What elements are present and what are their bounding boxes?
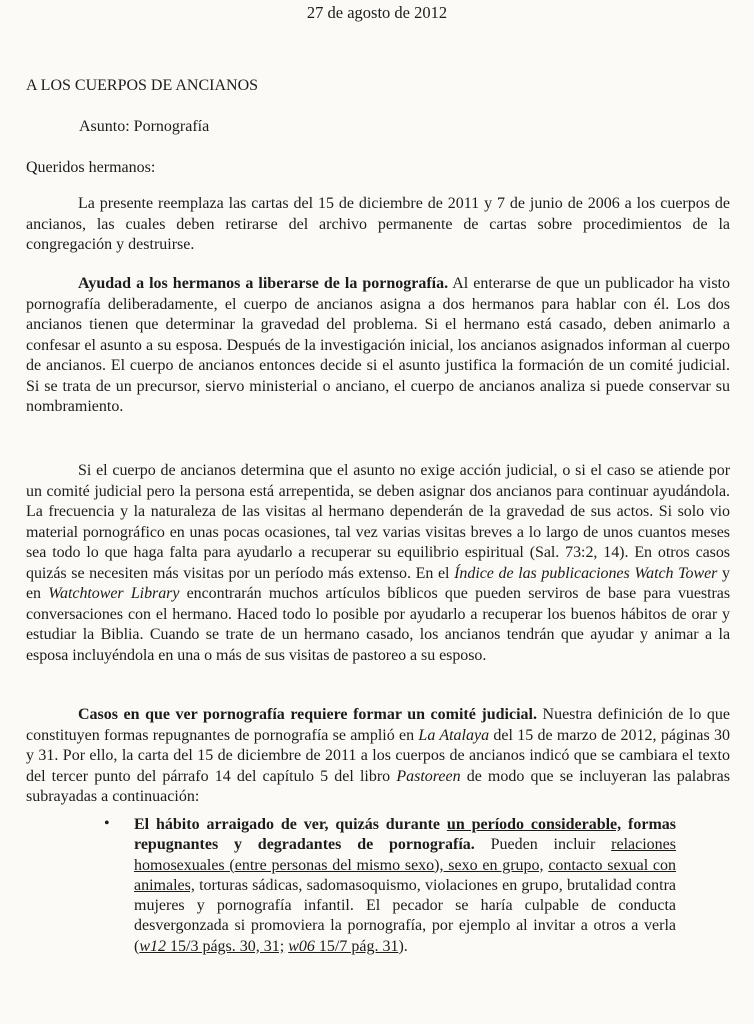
bullet-bold-a: El hábito arraigado de ver, quizás durante (134, 816, 447, 833)
reference-1-pub: w12 (139, 937, 166, 955)
bullet-underlined-1: relaciones homosexuales (entre personas del mismo sexo), sexo en grupo, (134, 836, 676, 874)
reference-2 (288, 938, 398, 955)
bullet-bold-b: formas repugnantes y degradantes de pornografía. (134, 816, 677, 854)
reference-1 (139, 938, 284, 955)
bullet-text-a: Pueden incluir (474, 836, 612, 854)
paragraph-followup (26, 461, 730, 666)
letter-date: 27 de agosto de 2012 (306, 3, 448, 22)
paragraph-followup-text-b: y en (26, 564, 730, 602)
reference-1-detail: 15/3 págs. 30, 31; (166, 937, 285, 955)
reference-2-detail: 15/7 pág. 31 (314, 937, 399, 955)
letter-greeting: Queridos hermanos: (26, 159, 156, 176)
letter-subject: Asunto: Pornografía (79, 118, 210, 135)
paragraph-intro (26, 194, 730, 256)
watchtower-library-title: Watchtower Library (48, 585, 180, 602)
bullet-marker: • (104, 815, 110, 832)
paragraph-judicial (26, 705, 730, 808)
paragraph-help (26, 274, 730, 418)
paragraph-judicial-heading: Casos en que ver pornografía requiere formar un comité judicial. (78, 706, 537, 723)
paragraph-judicial-text-b: del 15 de marzo de 2012, páginas 30 y 31. Por ello, la carta del 15 de diciembre de 2011 a los cuerpos de ancianos indicó que se cambiara el texto del tercer punto del párrafo 14 del capítulo 5 del libro (26, 726, 731, 785)
bullet-text-end: ). (398, 937, 408, 955)
bullet-underlined-2: contacto sexual con animales, (134, 856, 677, 894)
pastoreen-title: Pastoreen (396, 767, 461, 785)
publication-index-title: Índice de las publicaciones Watch Tower (454, 564, 718, 582)
paragraph-followup-text-a: Si el cuerpo de ancianos determina que el asunto no exige acción judicial, o si el caso se atiende por un comité judicial pero la persona está arrepentida, se deben asignar dos ancianos para continuar ayudándola. La frecuencia y la naturaleza de las visitas al hermano dependerán de la gravedad de sus actos. Si solo vio material pornográfico en unas pocas ocasiones, tal vez varias visitas breves a lo largo de unos cuantos meses sea todo lo que haga falta para ayudarlo a recuperar su equilibrio espiritual (Sal. 73:2, 14). En otros casos quizás se necesiten más visitas por un período más extenso. En el (26, 462, 730, 582)
paragraph-intro-text: La presente reemplaza las cartas del 15 de diciembre de 2011 y 7 de junio de 2006 a los cuerpos de ancianos, las cuales deben retirarse del archivo permanente de cartas sobre procedimientos de la congregación y destruirse. (26, 195, 730, 253)
paragraph-judicial-text-a: Nuestra definición de lo que constituyen formas repugnantes de pornografía se amplió en (26, 706, 730, 744)
reference-2-pub: w06 (288, 937, 315, 955)
paragraph-help-heading: Ayudad a los hermanos a liberarse de la pornografía. (78, 275, 449, 292)
letter-addressee: A LOS CUERPOS DE ANCIANOS (26, 77, 259, 94)
paragraph-followup-text-c: encontrarán muchos artículos bíblicos que pueden serviros de base para vuestras conversaciones con el hermano. Haced todo lo posible por ayudarlo a recuperar los buenos hábitos de orar y estudiar la Biblia. Cuando se trate de un hermano casado, los ancianos tendrán que ayudar y animar a la esposa incluyéndola en una o más de sus visitas de pastoreo a su esposo. (26, 585, 731, 664)
bullet-item (134, 815, 676, 957)
bullet-text-c: torturas sádicas, sadomasoquismo, violaciones en grupo, brutalidad contra mujeres y pornografía infantil. El pecador se haría culpable de conducta desvergonzada si promoviera la pornografía, por ejemplo al invitar a otros a verla ( (134, 876, 676, 955)
atalaya-title: La Atalaya (418, 726, 490, 744)
bullet-bold-underlined: un período considerable, (446, 816, 622, 833)
paragraph-help-text: Al enterarse de que un publicador ha visto pornografía deliberadamente, el cuerpo de ancianos asigna a dos hermanos para hablar con él. Los dos ancianos tienen que determinar la gravedad del problema. Si el hermano está casado, deben animarlo a confesar el asunto a su esposa. Después de la investigación inicial, los ancianos asignados informan al cuerpo de ancianos. El cuerpo de ancianos entonces decide si el asunto justifica la formación de un comité judicial. Si se trata de un precursor, siervo ministerial o anciano, el cuerpo de ancianos analiza si puede conservar su nombramiento. (26, 275, 730, 415)
paragraph-judicial-text-c: de modo que se incluyeran las palabras subrayadas a continuación: (26, 767, 731, 805)
